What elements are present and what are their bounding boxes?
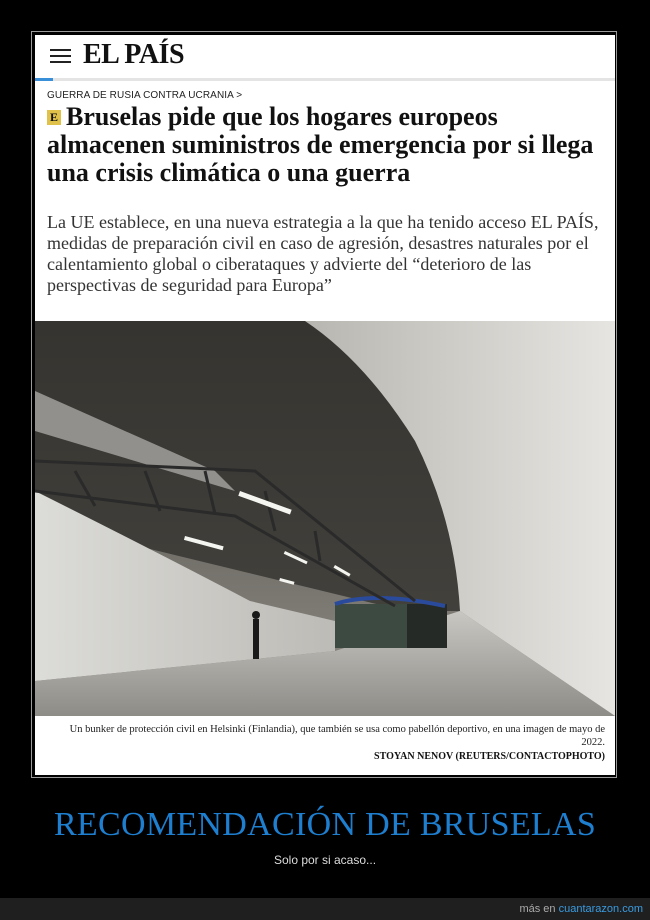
article-subheadline: La UE establece, en una nueva estrategia a la que ha tenido acceso EL PAÍS, medidas de preparación civil en caso de agresión, desastres naturales por el calentamiento global o ciberataques y advierte del “deterioro de las perspectivas de seguridad para Europa” [47,212,599,295]
meme-title: RECOMENDACIÓN DE BRUSELAS [53,806,597,843]
footer-prefix: más en [519,903,556,915]
header-accent [35,78,53,81]
menu-icon[interactable] [50,49,71,63]
header-divider [35,78,615,81]
headline-text: Bruselas pide que los hogares europeos almacenen suministros de emergencia por si llega una crisis climática o una guerra [47,102,594,187]
article-headline [47,103,607,187]
article-screenshot [35,35,615,775]
bunker-photo [35,321,615,716]
site-logo[interactable]: EL PAÍS [83,39,185,70]
photo-credit: STOYAN NENOV (REUTERS/CONTACTOPHOTO) [374,751,605,762]
footer-bar [0,898,650,920]
site-header [35,35,615,79]
photo-caption: Un bunker de protección civil en Helsinki (Finlandia), que también se usa como pabellón deportivo, en una imagen de mayo de 2022. [69,724,605,748]
section-kicker[interactable]: GUERRA DE RUSIA CONTRA UCRANIA > [47,90,243,101]
footer-text [519,903,643,915]
exclusive-badge-icon: E [47,110,61,125]
meme-subtitle: Solo por si acaso... [273,853,377,867]
footer-site-link[interactable]: cuantarazon.com [558,903,643,915]
